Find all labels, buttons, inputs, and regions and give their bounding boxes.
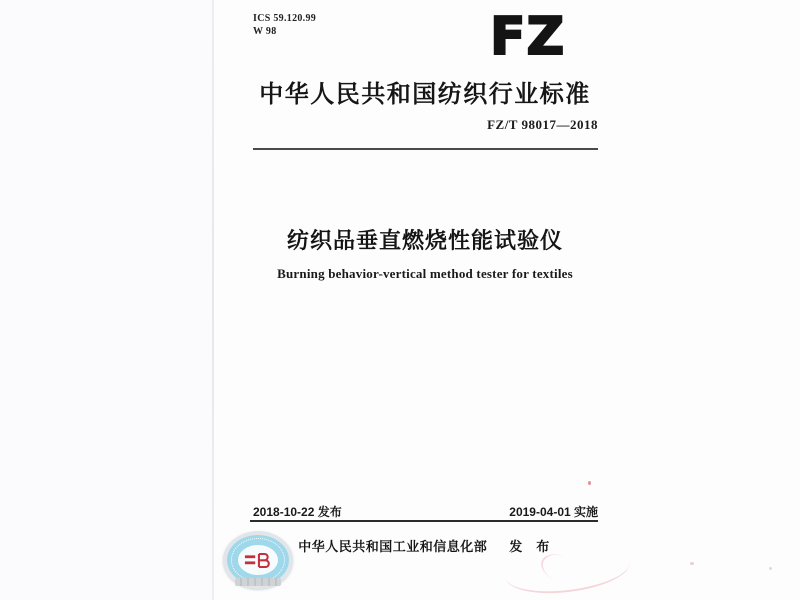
page-spine-line [212, 0, 214, 600]
ink-speck [588, 481, 591, 485]
dates-row [250, 503, 598, 518]
implement-date: 2019-04-01 实施 [509, 505, 598, 519]
ink-speck [690, 562, 694, 565]
standard-code: FZ/T 98017—2018 [487, 117, 598, 132]
ics-code: ICS 59.120.99 [253, 13, 317, 24]
publish-label: 发 布 [509, 539, 550, 554]
document-title-english: Burning behavior-vertical method tester for textiles [277, 266, 573, 281]
issue-date: 2018-10-22 发布 [253, 505, 342, 519]
anti-counterfeit-sticker [223, 531, 293, 591]
sticker-label-strip [235, 578, 281, 586]
ink-speck [769, 567, 772, 570]
header-divider [253, 148, 598, 150]
standard-title: 中华人民共和国纺织行业标准 [259, 81, 591, 108]
sticker-red-emblem-icon [244, 552, 272, 569]
ics-classification [253, 13, 316, 38]
scan-left-margin [0, 0, 212, 600]
sticker-center [238, 545, 278, 575]
document-title-chinese: 纺织品垂直燃烧性能试验仪 [286, 228, 563, 253]
footer-divider [250, 520, 598, 522]
ccs-code: W 98 [253, 25, 277, 37]
publisher-name: 中华人民共和国工业和信息化部 [298, 539, 488, 554]
fz-standard-logo: FZ [490, 7, 566, 67]
